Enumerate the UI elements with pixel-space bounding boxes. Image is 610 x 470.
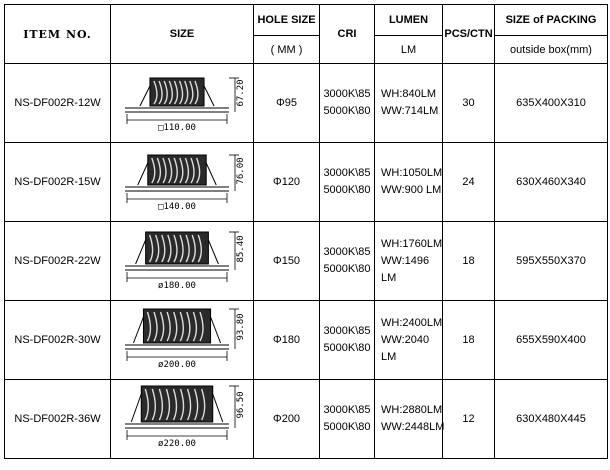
table-row (5, 301, 608, 380)
pcs-per-carton-cell: 18 (443, 301, 495, 380)
table-row (5, 380, 608, 459)
lumen-value: WW:900 LM (381, 184, 442, 196)
lumen-cell (375, 64, 443, 143)
header-hole-size: HOLE SIZE (254, 5, 320, 36)
diameter-dimension: □140.00 (158, 202, 196, 212)
lumen-value: WH:2880LM (381, 404, 443, 416)
lumen-value: WW:2040 LM (381, 333, 430, 363)
table-row (5, 64, 608, 143)
header-lumen-unit: LM (375, 36, 443, 64)
diameter-dimension: ø220.00 (158, 439, 196, 449)
packing-size-cell: 655X590X400 (495, 301, 608, 380)
header-cri: CRI (320, 5, 375, 64)
lumen-cell (375, 143, 443, 222)
hole-size-cell: Φ120 (254, 143, 320, 222)
height-dimension: 67.20 (236, 79, 246, 107)
packing-size-cell: 630X460X340 (495, 143, 608, 222)
cri-value: 3000K\85 (323, 246, 371, 258)
size-drawing-cell (111, 222, 254, 301)
size-drawing-cell (111, 64, 254, 143)
item-no-cell: NS-DF002R-12W (5, 64, 111, 143)
cri-value: 5000K\80 (323, 263, 371, 275)
cri-value: 5000K\80 (323, 342, 371, 354)
hole-size-cell: Φ180 (254, 301, 320, 380)
header-hole-unit: ( MM ) (254, 36, 320, 64)
header-pcs-ctn: PCS/CTN (443, 5, 495, 64)
item-no-cell: NS-DF002R-15W (5, 143, 111, 222)
cri-value: 5000K\80 (323, 105, 371, 117)
cri-cell (320, 301, 375, 380)
cri-value: 5000K\80 (323, 421, 371, 433)
table-row (5, 143, 608, 222)
cri-cell (320, 64, 375, 143)
hole-size-cell: Φ95 (254, 64, 320, 143)
downlight-drawing (117, 384, 247, 454)
lumen-value: WW:2448LM (381, 421, 445, 433)
height-dimension: 76.00 (236, 157, 246, 185)
lumen-value: WW:714LM (381, 105, 439, 117)
lumen-cell (375, 380, 443, 459)
lumen-value: WH:1760LM (381, 237, 443, 250)
packing-size-cell: 595X550X370 (495, 222, 608, 301)
lumen-value: WW:1496 LM (381, 254, 430, 284)
item-no-cell: NS-DF002R-30W (5, 301, 111, 380)
size-drawing-cell (111, 380, 254, 459)
downlight-drawing (117, 226, 247, 296)
hole-size-cell: Φ150 (254, 222, 320, 301)
cri-cell (320, 380, 375, 459)
cri-value: 3000K\85 (323, 88, 371, 100)
product-spec-table (4, 4, 608, 459)
cri-value: 5000K\80 (323, 184, 371, 196)
pcs-per-carton-cell: 30 (443, 64, 495, 143)
pcs-per-carton-cell: 24 (443, 143, 495, 222)
cri-value: 3000K\85 (323, 404, 371, 416)
diameter-dimension: □110.00 (158, 123, 196, 133)
diameter-dimension: ø200.00 (158, 360, 196, 370)
height-dimension: 93.80 (236, 313, 246, 341)
header-packing: SIZE of PACKING (495, 5, 608, 36)
cri-cell (320, 222, 375, 301)
header-packing-sub: outside box(mm) (495, 36, 608, 64)
header-size: SIZE (111, 5, 254, 64)
downlight-drawing (117, 147, 247, 217)
lumen-value: WH:840LM (381, 88, 437, 100)
cri-cell (320, 143, 375, 222)
table-row (5, 222, 608, 301)
height-dimension: 96.50 (236, 391, 246, 419)
downlight-drawing (117, 68, 247, 138)
downlight-drawing (117, 305, 247, 375)
header-lumen: LUMEN (375, 5, 443, 36)
lumen-cell (375, 301, 443, 380)
size-drawing-cell (111, 143, 254, 222)
packing-size-cell: 635X400X310 (495, 64, 608, 143)
diameter-dimension: ø180.00 (158, 281, 196, 291)
packing-size-cell: 630X480X445 (495, 380, 608, 459)
size-drawing-cell (111, 301, 254, 380)
cri-value: 3000K\85 (323, 167, 371, 179)
cri-value: 3000K\85 (323, 325, 371, 337)
item-no-cell: NS-DF002R-36W (5, 380, 111, 459)
lumen-value: WH:1050LM (381, 167, 443, 179)
item-no-cell: NS-DF002R-22W (5, 222, 111, 301)
lumen-value: WH:2400LM (381, 316, 443, 329)
header-item-no: ITEM NO. (5, 5, 111, 64)
lumen-cell (375, 222, 443, 301)
pcs-per-carton-cell: 18 (443, 222, 495, 301)
height-dimension: 85.40 (236, 235, 246, 263)
pcs-per-carton-cell: 12 (443, 380, 495, 459)
hole-size-cell: Φ200 (254, 380, 320, 459)
